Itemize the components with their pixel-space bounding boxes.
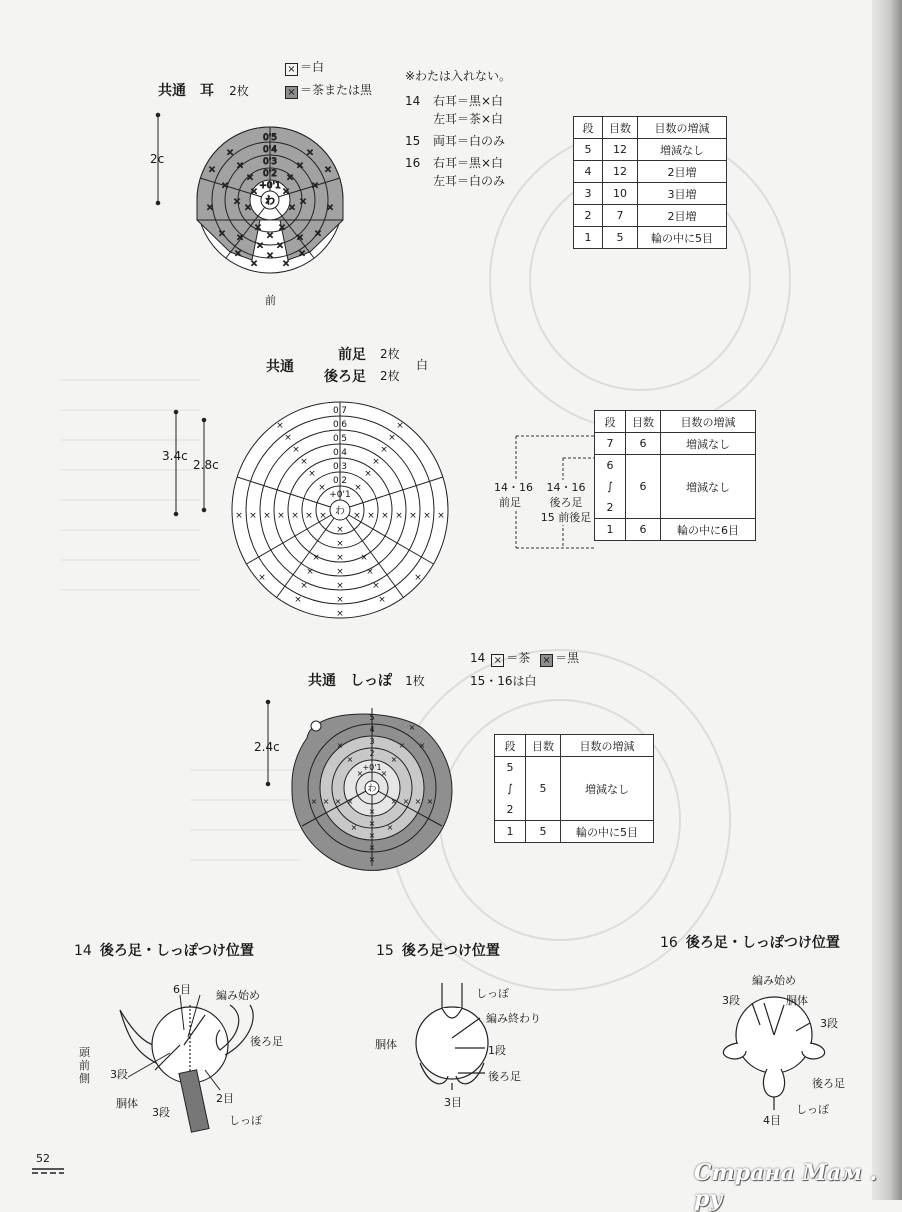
p15-r3: 3目 — [444, 1096, 462, 1109]
p14-r3a: 3段 — [110, 1068, 128, 1081]
svg-text:×: × — [218, 229, 226, 239]
svg-text:0'2: 0'2 — [263, 169, 277, 179]
svg-text:×: × — [368, 819, 376, 828]
p14-r6: 6目 — [173, 983, 191, 996]
svg-text:×: × — [292, 445, 300, 455]
svg-text:×: × — [249, 511, 257, 521]
table-cell: 1 — [574, 227, 603, 249]
svg-text:0'7: 0'7 — [333, 406, 347, 416]
table-row — [574, 183, 727, 205]
table-row — [574, 139, 727, 161]
svg-text:×: × — [390, 797, 398, 806]
ear-variant-15 — [405, 132, 505, 150]
svg-text:×: × — [336, 581, 344, 591]
table-header: 目数の増減 — [661, 411, 756, 433]
svg-text:×: × — [336, 595, 344, 605]
svg-text:×: × — [380, 769, 388, 778]
svg-text:×: × — [277, 511, 285, 521]
table-cell: 6 — [626, 433, 661, 455]
table-header-row — [574, 117, 727, 139]
p15-r1: 1段 — [488, 1044, 506, 1057]
placement-title: 後ろ足・しっぽつけ位置 — [685, 935, 840, 951]
tail-legend — [470, 649, 579, 667]
tail-size-arrow — [266, 700, 270, 786]
svg-text:0'5: 0'5 — [263, 133, 277, 143]
svg-text:×: × — [263, 511, 271, 521]
svg-text:×: × — [258, 573, 266, 583]
table-cell: ∫ — [595, 476, 626, 497]
table-row — [574, 205, 727, 227]
svg-text:×: × — [208, 165, 216, 175]
side-label: 15 前後足 — [540, 511, 592, 524]
svg-text:×: × — [368, 855, 376, 864]
p15-body: 胴体 — [375, 1038, 397, 1051]
svg-text:×: × — [266, 231, 274, 241]
svg-text:0'5: 0'5 — [333, 434, 347, 444]
placement-title: 後ろ足つけ位置 — [401, 943, 500, 959]
table-header: 目数 — [603, 117, 638, 139]
feet-ring-label: わ — [335, 506, 345, 517]
legend-brown-black — [285, 81, 372, 99]
ear-diagram — [150, 105, 400, 315]
svg-text:×: × — [318, 483, 326, 493]
feet-diagram — [170, 392, 480, 632]
variant-line: 右耳＝黒×白 — [433, 156, 504, 170]
svg-text:×: × — [386, 823, 394, 832]
p16-r3b: 3段 — [820, 1017, 838, 1030]
table-cell: 6 — [626, 519, 661, 541]
svg-text:×: × — [300, 581, 308, 591]
svg-text:×: × — [398, 741, 406, 750]
p14-side: 頭前側 — [79, 1046, 90, 1085]
svg-text:×: × — [350, 823, 358, 832]
table-cell: 2目増 — [638, 205, 727, 227]
tail-piece — [763, 1069, 784, 1097]
side-label: 14・16 — [494, 481, 533, 494]
ear-title: 共通 耳 — [158, 83, 214, 99]
svg-text:×: × — [276, 241, 284, 251]
colored-stitch-icon: × — [285, 86, 298, 99]
svg-text:×: × — [390, 755, 398, 764]
svg-text:×: × — [282, 187, 290, 197]
feet-size-arrows — [174, 410, 206, 516]
svg-text:×: × — [266, 251, 274, 261]
table-header: 段 — [595, 411, 626, 433]
svg-text:×: × — [322, 797, 330, 806]
svg-text:×: × — [336, 525, 344, 535]
svg-text:×: × — [326, 203, 334, 213]
svg-text:0'4: 0'4 — [333, 448, 347, 458]
svg-text:×: × — [336, 609, 344, 619]
ear-ring-label: わ — [265, 196, 275, 207]
p14-r3b: 3段 — [152, 1106, 170, 1119]
p16-body: 胴体 — [786, 994, 808, 1007]
svg-text:×: × — [296, 233, 304, 243]
svg-text:×: × — [310, 797, 318, 806]
svg-text:2: 2 — [369, 749, 375, 758]
table-cell: 2目増 — [638, 161, 727, 183]
table-cell: 5 — [574, 139, 603, 161]
svg-text:×: × — [372, 581, 380, 591]
legend-brown-text: ＝茶または黒 — [300, 83, 373, 97]
p15-backleg: 後ろ足 — [488, 1070, 521, 1083]
svg-text:×: × — [300, 457, 308, 467]
svg-text:0'2: 0'2 — [333, 476, 347, 486]
table-header: 段 — [574, 117, 603, 139]
svg-text:0'3: 0'3 — [263, 157, 277, 167]
ear-count: 2枚 — [229, 84, 249, 98]
feet-size-1: 3.4c — [162, 449, 188, 463]
placement-num: 16 — [660, 935, 678, 951]
placement-title: 後ろ足・しっぽつけ位置 — [99, 943, 254, 959]
tail-legend-brown: ＝茶 — [506, 651, 531, 665]
feet-count-front: 2枚 — [380, 347, 400, 361]
table-cell: 4 — [574, 161, 603, 183]
placement-15-title — [376, 940, 500, 960]
svg-text:×: × — [381, 511, 389, 521]
svg-text:×: × — [314, 229, 322, 239]
table-cell: 6 — [626, 455, 661, 519]
table-header-row — [595, 411, 756, 433]
svg-text:×: × — [235, 511, 243, 521]
table-header: 目数の増減 — [561, 735, 654, 757]
svg-text:×: × — [308, 469, 316, 479]
tail-legend-note: 15・16は白 — [470, 674, 537, 688]
svg-text:×: × — [336, 553, 344, 563]
legend-white — [285, 58, 324, 76]
table-cell: 輪の中に5目 — [638, 227, 727, 249]
svg-text:×: × — [360, 553, 368, 563]
table-row — [574, 161, 727, 183]
table-row — [595, 519, 756, 541]
svg-text:×: × — [256, 241, 264, 251]
svg-text:×: × — [346, 797, 354, 806]
p15-end: 編み終わり — [486, 1012, 541, 1025]
table-header: 目数 — [526, 735, 561, 757]
ear-variant-14 — [405, 92, 505, 110]
svg-text:×: × — [437, 511, 445, 521]
svg-text:×: × — [334, 797, 342, 806]
p14-body: 胴体 — [116, 1097, 138, 1110]
table-cell: 2 — [595, 497, 626, 519]
svg-text:×: × — [395, 511, 403, 521]
table-cell: 1 — [595, 519, 626, 541]
table-row — [495, 821, 654, 843]
svg-text:×: × — [353, 511, 361, 521]
ear-variant-14-b: 左耳＝茶×白 — [433, 112, 504, 126]
svg-text:×: × — [236, 233, 244, 243]
variant-line: 両耳＝白のみ — [433, 134, 506, 148]
placement-14-diagram — [80, 975, 310, 1135]
svg-text:×: × — [288, 203, 296, 213]
p15-tail: しっぽ — [476, 987, 509, 1000]
svg-text:×: × — [305, 511, 313, 521]
ear-size-arrow — [156, 113, 160, 205]
svg-text:×: × — [278, 223, 286, 233]
tail-title-block — [308, 670, 425, 690]
svg-text:0'6: 0'6 — [333, 420, 347, 430]
table-cell: 5 — [526, 757, 561, 821]
svg-text:×: × — [284, 433, 292, 443]
placement-16-title — [660, 932, 840, 952]
variant-num: 15 — [405, 134, 421, 148]
tail-legend-num: 14 — [470, 651, 486, 665]
table-row — [595, 455, 756, 477]
feet-size-2: 2.8c — [193, 458, 219, 472]
table-cell: 5 — [526, 821, 561, 843]
table-row — [595, 433, 756, 455]
placement-num: 15 — [376, 943, 394, 959]
table-header: 目数の増減 — [638, 117, 727, 139]
p16-tail: しっぽ — [796, 1103, 829, 1116]
table-header: 目数 — [626, 411, 661, 433]
table-cell: 1 — [495, 821, 526, 843]
svg-text:×: × — [364, 469, 372, 479]
ear-variant-16 — [405, 154, 505, 172]
p16-r4: 4目 — [763, 1114, 781, 1127]
variant-num: 14 — [405, 94, 421, 108]
table-cell: 12 — [603, 161, 638, 183]
table-cell: 増減なし — [661, 455, 756, 519]
ear-variant-16-b: 左耳＝白のみ — [433, 174, 506, 188]
tail-title: 共通 しっぽ — [308, 673, 392, 689]
p14-start: 編み始め — [216, 989, 260, 1002]
ear-variants — [405, 92, 505, 190]
svg-text:×: × — [282, 259, 290, 269]
white-stitch-icon: × — [285, 63, 298, 76]
svg-text:×: × — [414, 797, 422, 806]
svg-text:×: × — [366, 567, 374, 577]
table-cell: 12 — [603, 139, 638, 161]
svg-text:+0'1: +0'1 — [362, 763, 382, 772]
svg-text:×: × — [254, 223, 262, 233]
feet-count-back: 2枚 — [380, 369, 400, 383]
svg-text:×: × — [368, 831, 376, 840]
svg-text:×: × — [294, 595, 302, 605]
table-cell: 増減なし — [638, 139, 727, 161]
svg-text:×: × — [426, 797, 434, 806]
p16-r3a: 3段 — [722, 994, 740, 1007]
table-cell: 7 — [595, 433, 626, 455]
watermark: Страна Мам . ру — [694, 1160, 878, 1212]
svg-text:×: × — [409, 511, 417, 521]
feet-title-common: 共通 — [266, 359, 294, 375]
svg-text:+0'1: +0'1 — [329, 490, 351, 500]
table-header-row — [495, 735, 654, 757]
p16-backleg: 後ろ足 — [812, 1077, 845, 1090]
svg-text:×: × — [324, 165, 332, 175]
svg-text:×: × — [388, 433, 396, 443]
table-cell: 3 — [574, 183, 603, 205]
svg-text:×: × — [367, 511, 375, 521]
feet-title-block — [266, 342, 446, 385]
tail-count: 1枚 — [405, 674, 425, 688]
feet-rounds-table — [594, 410, 756, 541]
feet-title-back: 後ろ足 — [324, 369, 366, 385]
svg-text:×: × — [378, 595, 386, 605]
svg-text:5: 5 — [369, 713, 375, 722]
feet-title-front: 前足 — [338, 347, 366, 363]
table-cell: 5 — [495, 757, 526, 779]
svg-text:×: × — [306, 148, 314, 158]
svg-text:×: × — [408, 723, 416, 732]
ear-note: ※わたは入れない。 — [405, 69, 512, 83]
svg-text:×: × — [336, 741, 344, 750]
p14-tail: しっぽ — [229, 1114, 262, 1127]
table-header: 段 — [495, 735, 526, 757]
tail-rounds-table — [494, 734, 654, 843]
svg-text:×: × — [312, 553, 320, 563]
feet-label-back — [536, 480, 596, 525]
ear-rounds-table — [573, 116, 727, 249]
table-cell: 2 — [495, 799, 526, 821]
svg-text:×: × — [291, 511, 299, 521]
page-number: 52 — [36, 1152, 50, 1165]
ear-title-block — [158, 80, 249, 100]
svg-text:×: × — [368, 807, 376, 816]
table-cell: 増減なし — [561, 757, 654, 821]
svg-text:×: × — [336, 539, 344, 549]
tail-legend-black: ＝黒 — [555, 651, 580, 665]
side-label: 後ろ足 — [549, 496, 583, 509]
table-row — [495, 757, 654, 779]
svg-text:×: × — [372, 457, 380, 467]
svg-text:×: × — [221, 181, 229, 191]
variant-num: 16 — [405, 156, 421, 170]
svg-text:×: × — [276, 421, 284, 431]
svg-text:×: × — [298, 249, 306, 259]
black-stitch-icon: × — [540, 654, 553, 667]
svg-text:×: × — [244, 203, 252, 213]
brown-stitch-icon: × — [491, 654, 504, 667]
svg-text:×: × — [246, 173, 254, 183]
table-cell: 5 — [603, 227, 638, 249]
side-label: 14・16 — [546, 481, 586, 494]
ear-size-label: 2c — [150, 152, 165, 166]
ear-front-label: 前 — [265, 294, 276, 307]
svg-text:×: × — [354, 483, 362, 493]
svg-text:×: × — [286, 173, 294, 183]
svg-text:×: × — [250, 259, 258, 269]
svg-text:×: × — [299, 197, 307, 207]
svg-text:×: × — [234, 249, 242, 259]
table-cell: 輪の中に6目 — [661, 519, 756, 541]
svg-text:×: × — [356, 769, 364, 778]
svg-text:×: × — [380, 445, 388, 455]
svg-text:×: × — [368, 843, 376, 852]
table-row — [574, 227, 727, 249]
p14-backleg: 後ろ足 — [250, 1035, 283, 1048]
p16-start: 編み始め — [752, 974, 796, 987]
legend-white-text: ＝白 — [300, 60, 325, 74]
svg-text:0'3: 0'3 — [333, 462, 347, 472]
side-label: 前足 — [499, 496, 521, 509]
table-cell: 6 — [595, 455, 626, 477]
placement-14-title — [74, 940, 254, 960]
svg-text:4: 4 — [369, 725, 375, 734]
table-cell: 2 — [574, 205, 603, 227]
svg-text:×: × — [336, 567, 344, 577]
svg-text:×: × — [414, 573, 422, 583]
svg-text:×: × — [396, 421, 404, 431]
tail-ring-label: わ — [367, 784, 377, 794]
table-cell: ∫ — [495, 778, 526, 799]
footer-dash-mark — [32, 1168, 64, 1176]
tail-size-label: 2.4c — [254, 740, 280, 754]
table-cell: 7 — [603, 205, 638, 227]
svg-text:+0'1: +0'1 — [259, 181, 281, 191]
page-edge-shadow — [872, 0, 902, 1200]
svg-text:×: × — [226, 148, 234, 158]
svg-text:×: × — [236, 161, 244, 171]
svg-text:×: × — [418, 741, 426, 750]
placement-num: 14 — [74, 943, 92, 959]
svg-text:×: × — [206, 203, 214, 213]
p14-r2: 2目 — [216, 1092, 234, 1105]
svg-text:×: × — [423, 511, 431, 521]
feet-label-front — [494, 480, 533, 510]
tail-diagram — [260, 692, 460, 882]
svg-text:×: × — [402, 797, 410, 806]
svg-text:×: × — [346, 755, 354, 764]
svg-text:×: × — [311, 181, 319, 191]
table-cell: 増減なし — [661, 433, 756, 455]
svg-text:×: × — [306, 567, 314, 577]
feet-color: 白 — [416, 358, 429, 372]
svg-text:0'4: 0'4 — [263, 145, 277, 155]
svg-text:×: × — [250, 187, 258, 197]
variant-line: 右耳＝黒×白 — [433, 94, 504, 108]
svg-text:×: × — [296, 161, 304, 171]
svg-text:×: × — [233, 197, 241, 207]
table-cell: 10 — [603, 183, 638, 205]
svg-text:×: × — [319, 511, 327, 521]
table-cell: 3目増 — [638, 183, 727, 205]
table-cell: 輪の中に5目 — [561, 821, 654, 843]
svg-text:3: 3 — [369, 737, 375, 746]
